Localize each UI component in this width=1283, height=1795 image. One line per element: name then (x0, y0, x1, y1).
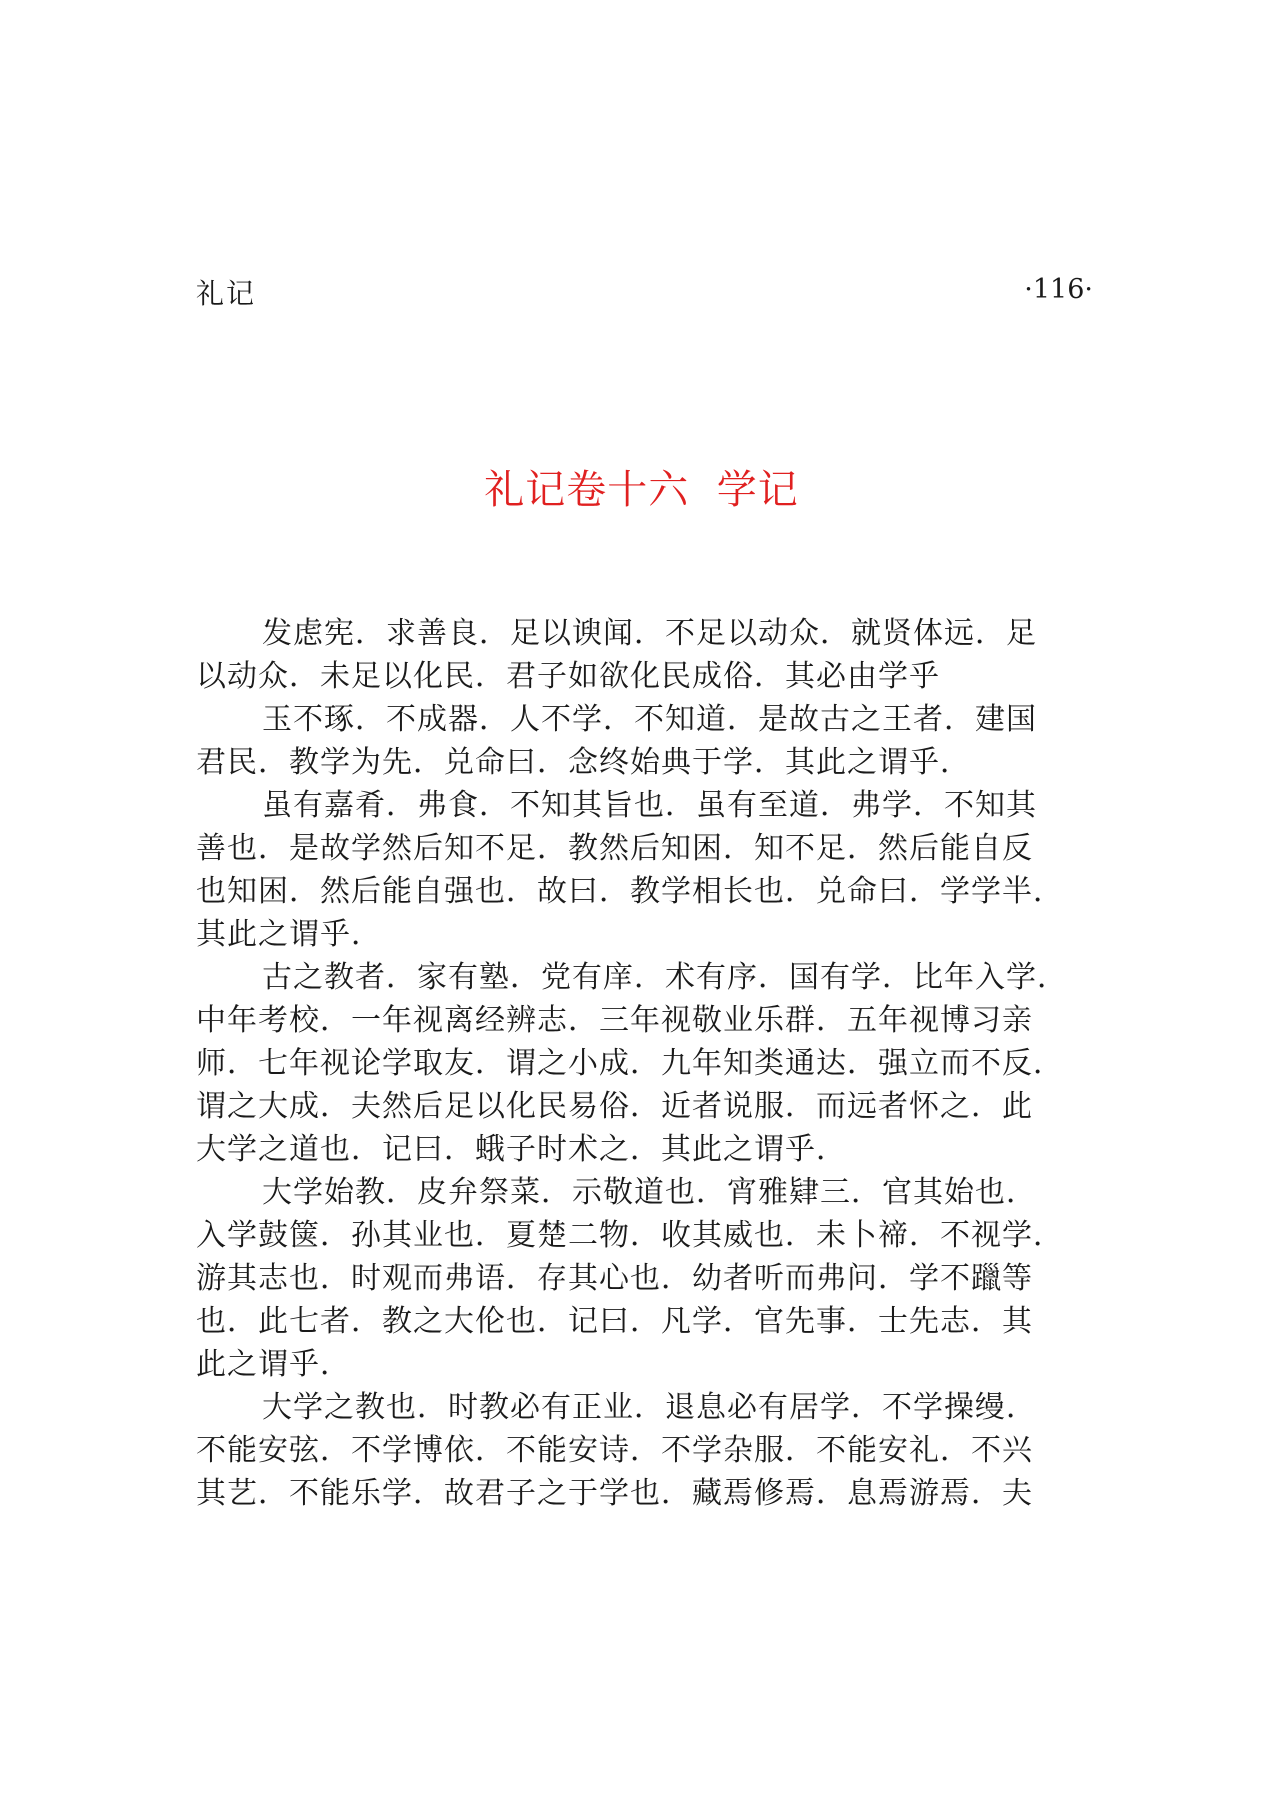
body-text (196, 612, 1096, 1515)
paragraph (196, 1386, 1096, 1515)
text-line: 其艺．不能乐学．故君子之于学也．藏焉修焉．息焉游焉．夫 (196, 1476, 1033, 1511)
text-line: 古之教者．家有塾．党有庠．术有序．国有学．比年入学． (262, 960, 1068, 995)
paragraph (196, 784, 1096, 956)
paragraph (196, 612, 1096, 698)
text-line: 发虑宪．求善良．足以谀闻．不足以动众．就贤体远．足 (262, 616, 1037, 651)
text-line: 此之谓乎． (196, 1347, 351, 1382)
text-line: 入学鼓箧．孙其业也．夏楚二物．收其威也．未卜禘．不视学． (196, 1218, 1064, 1253)
text-line: 其此之谓乎． (196, 917, 382, 952)
text-line: 虽有嘉肴．弗食．不知其旨也．虽有至道．弗学．不知其 (262, 788, 1037, 823)
text-line: 大学之道也．记曰．蛾子时术之．其此之谓乎． (196, 1132, 847, 1167)
text-line: 大学始教．皮弁祭菜．示敬道也．宵雅肄三．官其始也． (262, 1175, 1037, 1210)
text-line: 游其志也．时观而弗语．存其心也．幼者听而弗问．学不躐等 (196, 1261, 1033, 1296)
text-line: 以动众．未足以化民．君子如欲化民成俗．其必由学乎 (196, 659, 940, 694)
chapter-title: 礼记卷十六 学记 (484, 467, 799, 513)
text-line: 师．七年视论学取友．谓之小成．九年知类通达．强立而不反． (196, 1046, 1064, 1081)
text-line: 善也．是故学然后知不足．教然后知困．知不足．然后能自反 (196, 831, 1033, 866)
page-number: ·116· (1024, 274, 1093, 305)
text-line: 君民．教学为先．兑命曰．念终始典于学．其此之谓乎． (196, 745, 971, 780)
running-head: 礼记 (196, 277, 257, 310)
text-line: 谓之大成．夫然后足以化民易俗．近者说服．而远者怀之．此 (196, 1089, 1033, 1124)
paragraph (196, 698, 1096, 784)
text-line: 中年考校．一年视离经辨志．三年视敬业乐群．五年视博习亲 (196, 1003, 1033, 1038)
text-line: 玉不琢．不成器．人不学．不知道．是故古之王者．建国 (262, 702, 1037, 737)
text-line: 也知困．然后能自强也．故曰．教学相长也．兑命曰．学学半． (196, 874, 1064, 909)
text-line: 不能安弦．不学博依．不能安诗．不学杂服．不能安礼．不兴 (196, 1433, 1033, 1468)
text-line: 也．此七者．教之大伦也．记曰．凡学．官先事．士先志．其 (196, 1304, 1033, 1339)
paragraph (196, 956, 1096, 1171)
paragraph (196, 1171, 1096, 1386)
text-line: 大学之教也．时教必有正业．退息必有居学．不学操缦． (262, 1390, 1037, 1425)
